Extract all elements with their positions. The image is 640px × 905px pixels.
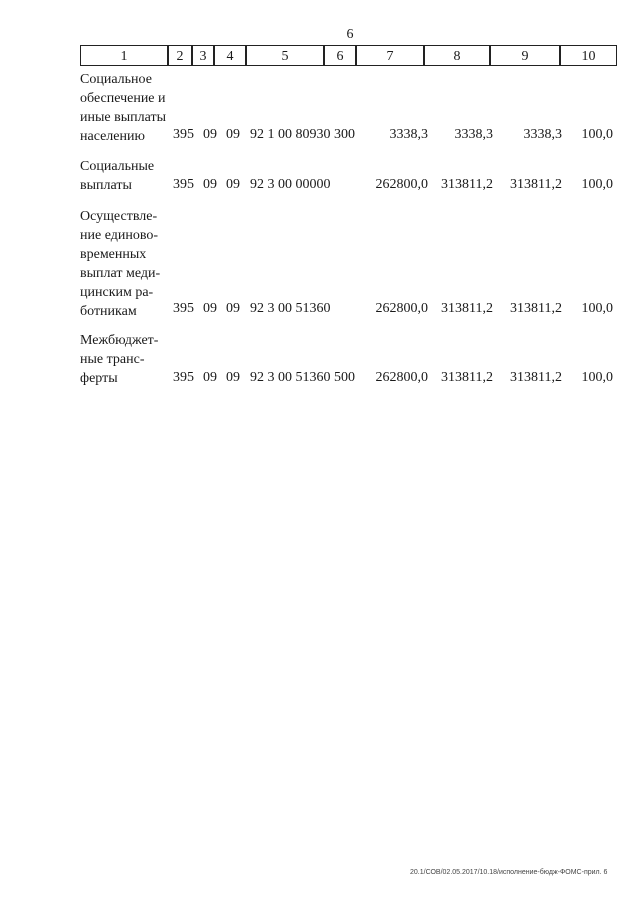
row-name-line: Социальное — [80, 72, 152, 87]
row-name-line: ферты — [80, 371, 118, 386]
row-name-line: ние единово- — [80, 228, 159, 243]
cell-col-10: 100,0 — [581, 127, 613, 142]
row-name — [80, 157, 168, 195]
row-name — [80, 207, 168, 321]
cell-col-7: 262800,0 — [375, 301, 428, 316]
cell-col-5: 92 3 00 00000 — [250, 177, 331, 192]
cell-col-10: 100,0 — [581, 370, 613, 385]
cell-col-4: 09 — [226, 370, 240, 385]
cell-col-3: 09 — [203, 177, 217, 192]
row-name-line: Межбюджет- — [80, 333, 159, 348]
header-col-1: 1 — [80, 45, 168, 66]
row-name-line: Социальные — [80, 159, 155, 174]
cell-col-7: 262800,0 — [375, 370, 428, 385]
header-col-3: 3 — [192, 45, 214, 66]
cell-col-3: 09 — [203, 301, 217, 316]
row-name-line: временных — [80, 247, 147, 262]
header-col-8: 8 — [424, 45, 490, 66]
cell-col-9: 313811,2 — [510, 177, 562, 192]
cell-col-3: 09 — [203, 127, 217, 142]
cell-col-8: 313811,2 — [441, 177, 493, 192]
row-name — [80, 70, 168, 146]
cell-col-8: 313811,2 — [441, 301, 493, 316]
cell-col-8: 313811,2 — [441, 370, 493, 385]
page-number: 6 — [346, 27, 354, 42]
header-col-6: 6 — [324, 45, 356, 66]
cell-col-5: 92 3 00 51360 500 — [250, 370, 355, 385]
header-col-2: 2 — [168, 45, 192, 66]
cell-col-2: 395 — [173, 301, 194, 316]
row-name — [80, 331, 168, 388]
cell-col-7: 262800,0 — [375, 177, 428, 192]
cell-col-2: 395 — [173, 127, 194, 142]
cell-col-9: 3338,3 — [523, 127, 562, 142]
row-name-line: ные транс- — [80, 352, 145, 367]
table-header — [80, 45, 617, 68]
cell-col-10: 100,0 — [581, 177, 613, 192]
row-name-line: выплат меди- — [80, 266, 161, 281]
cell-col-7: 3338,3 — [389, 127, 428, 142]
cell-col-4: 09 — [226, 127, 240, 142]
cell-col-5: 92 3 00 51360 — [250, 301, 331, 316]
row-name-line: цинским ра- — [80, 285, 154, 300]
cell-col-4: 09 — [226, 177, 240, 192]
row-name-line: ботникам — [80, 304, 137, 319]
cell-col-2: 395 — [173, 177, 194, 192]
row-name-line: обеспечение и — [80, 91, 166, 106]
cell-col-10: 100,0 — [581, 301, 613, 316]
header-col-5: 5 — [246, 45, 324, 66]
cell-col-2: 395 — [173, 370, 194, 385]
cell-col-3: 09 — [203, 370, 217, 385]
cell-col-9: 313811,2 — [510, 301, 562, 316]
row-name-line: выплаты — [80, 178, 132, 193]
cell-col-5: 92 1 00 80930 300 — [250, 127, 355, 142]
header-col-10: 10 — [560, 45, 617, 66]
document-footer-path: 20.1/СОВ/02.05.2017/10.18/исполнение-бюдж-ФОМС-прил. 6 — [410, 869, 608, 876]
cell-col-8: 3338,3 — [454, 127, 493, 142]
row-name-line: Осуществле- — [80, 209, 158, 224]
row-name-line: населению — [80, 129, 145, 144]
header-col-4: 4 — [214, 45, 246, 66]
cell-col-9: 313811,2 — [510, 370, 562, 385]
cell-col-4: 09 — [226, 301, 240, 316]
header-col-9: 9 — [490, 45, 560, 66]
row-name-line: иные выплаты — [80, 110, 166, 125]
header-col-7: 7 — [356, 45, 424, 66]
